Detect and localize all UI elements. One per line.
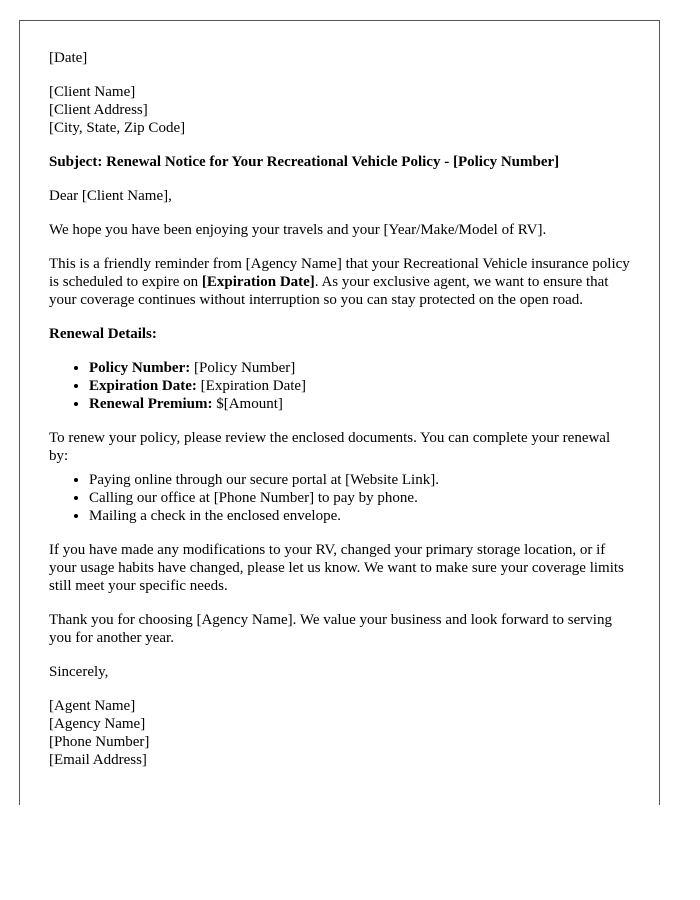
detail-value: [Expiration Date]	[196, 378, 307, 394]
list-item	[89, 395, 630, 413]
detail-value: $[Amount]	[212, 396, 283, 412]
list-item	[89, 359, 630, 377]
reminder-text-after: . As your exclusive agent, we want to ensure that your coverage continues without interruption so you can stay protected on the open road.	[49, 274, 609, 308]
list-item: • Calling our office at [Phone Number] to pay by phone.	[89, 489, 630, 507]
agency-name: [Agency Name]	[49, 716, 146, 732]
paragraph-reminder	[49, 255, 630, 309]
paragraph-renew-instructions: To renew your policy, please review the enclosed documents. You can complete your renewal by:	[49, 430, 611, 464]
paragraph-intro: We hope you have been enjoying your travels and your [Year/Make/Model of RV].	[49, 222, 547, 238]
detail-label: Renewal Premium:	[89, 396, 213, 412]
client-city-state-zip: [City, State, Zip Code]	[49, 120, 186, 136]
detail-label: Policy Number:	[89, 360, 191, 376]
expiration-date-emphasis: [Expiration Date]	[201, 274, 315, 290]
letter-date: [Date]	[49, 50, 88, 66]
renewal-methods-list	[49, 471, 630, 525]
renewal-details-list	[49, 359, 630, 413]
agent-phone: [Phone Number]	[49, 734, 150, 750]
list-item	[89, 377, 630, 395]
salutation: Dear [Client Name],	[49, 188, 172, 204]
client-address: [Client Address]	[49, 102, 148, 118]
client-address-block	[49, 83, 630, 137]
detail-value: [Policy Number]	[190, 360, 296, 376]
subject-line	[49, 153, 630, 171]
renewal-details-heading-text: Renewal Details:	[49, 326, 157, 342]
reminder-text-before: This is a friendly reminder from [Agency Name] that your Recreational Vehicle insurance policy is scheduled to expire on	[49, 256, 630, 290]
renewal-details-heading	[49, 325, 630, 343]
letter-page	[19, 20, 660, 805]
paragraph-thank-you: Thank you for choosing [Agency Name]. We value your business and look forward to serving you for another year.	[49, 612, 612, 646]
signature-block	[49, 697, 630, 769]
list-item: • Paying online through our secure portal at [Website Link].	[89, 471, 630, 489]
client-name: [Client Name]	[49, 84, 136, 100]
agent-name: [Agent Name]	[49, 698, 136, 714]
paragraph-modifications: If you have made any modifications to your RV, changed your primary storage location, or if your usage habits have changed, please let us know. We want to make sure your coverage limits still meet your specific needs.	[49, 542, 624, 594]
closing: Sincerely,	[49, 664, 109, 680]
subject-text: Subject: Renewal Notice for Your Recreational Vehicle Policy - [Policy Number]	[49, 154, 560, 170]
agent-email: [Email Address]	[49, 752, 147, 768]
list-item: • Mailing a check in the enclosed envelope.	[89, 507, 630, 525]
detail-label: Expiration Date:	[89, 378, 197, 394]
